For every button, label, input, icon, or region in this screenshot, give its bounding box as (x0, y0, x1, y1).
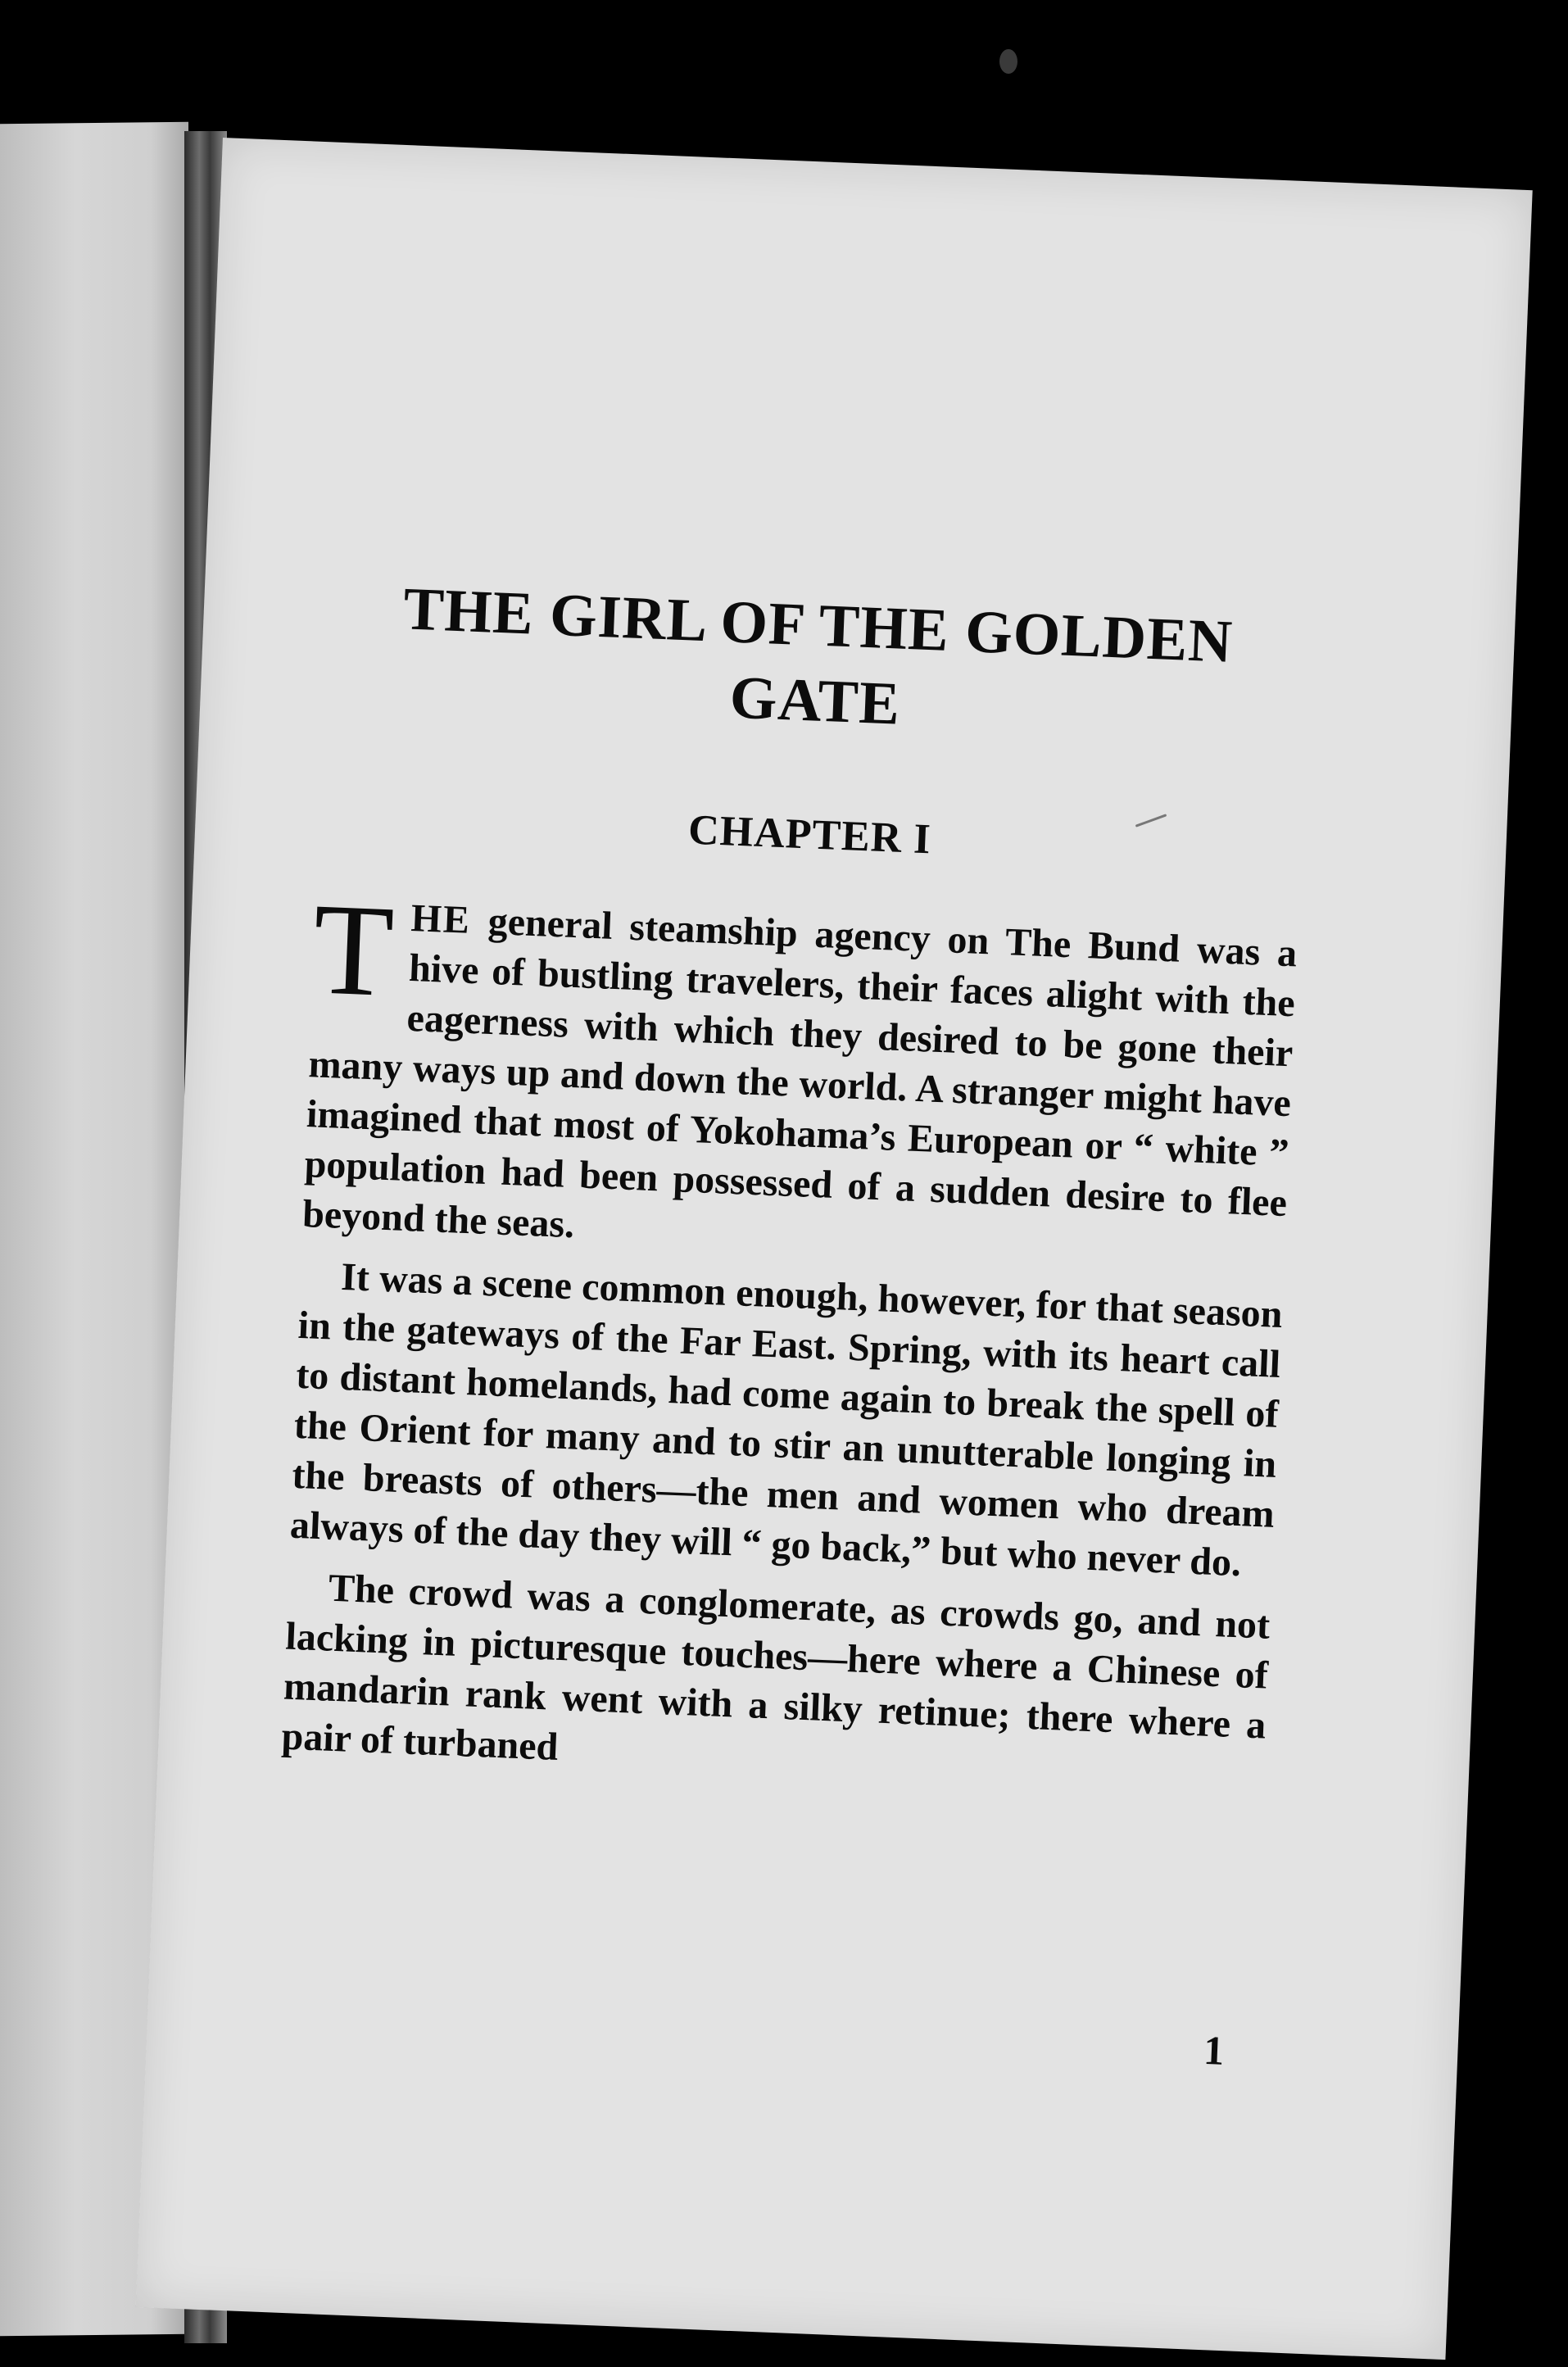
paragraph-2: It was a scene common enough, however, for that season in the gateways of the Far East. Spring, with its heart call to distant homelands, had come again to break the spell of the Orient for many and to stir an unutterable longing in the breasts of others—the men and women who dream always of the day they will “ go back,” but who never do. (289, 1254, 1284, 1585)
paragraph-1-text: general steamship agency on The Bund was a hive of bustling travelers, their faces alight with the eagerness with which they desired to be gone their many ways up and down the world. A stranger might have imagined that most of Yokohama’s European or “ white ” population had been possessed of a sudden desire to flee beyond the seas. (301, 898, 1298, 1247)
dust-speck (999, 49, 1017, 74)
first-word-rest: HE (410, 896, 473, 942)
paragraph-3: The crowd was a conglomerate, as crowds go, and not lacking in picturesque touches—here where a Chinese of mandarin rank went with a silky retinue; there where a pair of turbaned (280, 1566, 1271, 1769)
book-title: THE GIRL OF THE GOLDEN GATE (401, 575, 1235, 738)
book-page (136, 138, 1533, 2360)
page-text (281, 569, 1312, 1801)
page-number: 1 (1203, 2026, 1226, 2074)
chapter-heading: CHAPTER I (687, 806, 932, 864)
paragraph-1 (301, 875, 1298, 1278)
drop-cap: T (310, 875, 397, 1025)
